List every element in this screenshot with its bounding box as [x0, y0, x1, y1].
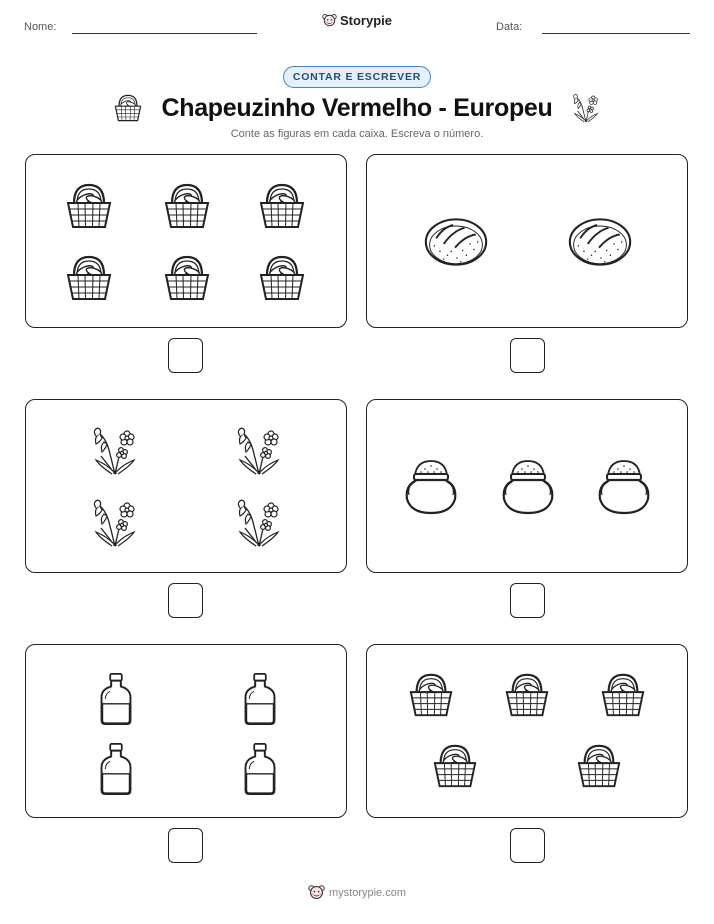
basket-icon [261, 257, 303, 299]
basket-icon [68, 185, 110, 227]
basket-icon [579, 746, 619, 786]
activity-badge: CONTAR E ESCREVER [283, 66, 431, 88]
basket-icon [603, 675, 643, 715]
answer-box-5[interactable] [168, 828, 203, 863]
count-box-4 [366, 399, 688, 573]
footer [0, 884, 714, 904]
bottle-icon [246, 744, 275, 794]
basket-icon [166, 257, 208, 299]
pot-icon [407, 461, 456, 513]
answer-box-6[interactable] [510, 828, 545, 863]
flowers-icon [238, 428, 278, 474]
answer-box-3[interactable] [168, 583, 203, 618]
count-box-6 [366, 644, 688, 818]
count-box-1 [25, 154, 347, 328]
basket-icon [261, 185, 303, 227]
storypie-mascot-icon [322, 13, 337, 28]
flowers-icon [94, 428, 134, 474]
name-label: Nome: [24, 21, 57, 33]
storypie-mascot-icon [308, 884, 325, 901]
pot-icon [504, 461, 553, 513]
bread-icon [426, 219, 486, 264]
flowers-icon [94, 500, 134, 546]
bread-icon [570, 219, 630, 264]
bottle-icon [102, 744, 131, 794]
date-label: Data: [496, 21, 523, 33]
bottle-icon [246, 674, 275, 724]
page-title: Chapeuzinho Vermelho - Europeu [161, 93, 553, 122]
count-box-3 [25, 399, 347, 573]
basket-icon [435, 746, 475, 786]
answer-box-1[interactable] [168, 338, 203, 373]
basket-icon [411, 675, 451, 715]
bottle-icon [102, 674, 131, 724]
worksheet-header [0, 0, 714, 50]
flowers-icon [238, 500, 278, 546]
answer-box-4[interactable] [510, 583, 545, 618]
brand-name: Storypie [339, 13, 392, 28]
date-field-line[interactable] [542, 33, 690, 34]
count-box-2 [366, 154, 688, 328]
basket-icon [507, 675, 547, 715]
footer-url: mystorypie.com [328, 886, 407, 899]
basket-icon [166, 185, 208, 227]
count-box-5 [25, 644, 347, 818]
basket-icon [113, 93, 143, 123]
storypie-logo [0, 13, 714, 31]
name-field-line[interactable] [72, 33, 257, 34]
flowers-icon [571, 93, 601, 123]
answer-box-2[interactable] [510, 338, 545, 373]
basket-icon [68, 257, 110, 299]
pot-icon [600, 461, 649, 513]
instructions: Conte as figuras em cada caixa. Escreva o número. [230, 128, 484, 140]
